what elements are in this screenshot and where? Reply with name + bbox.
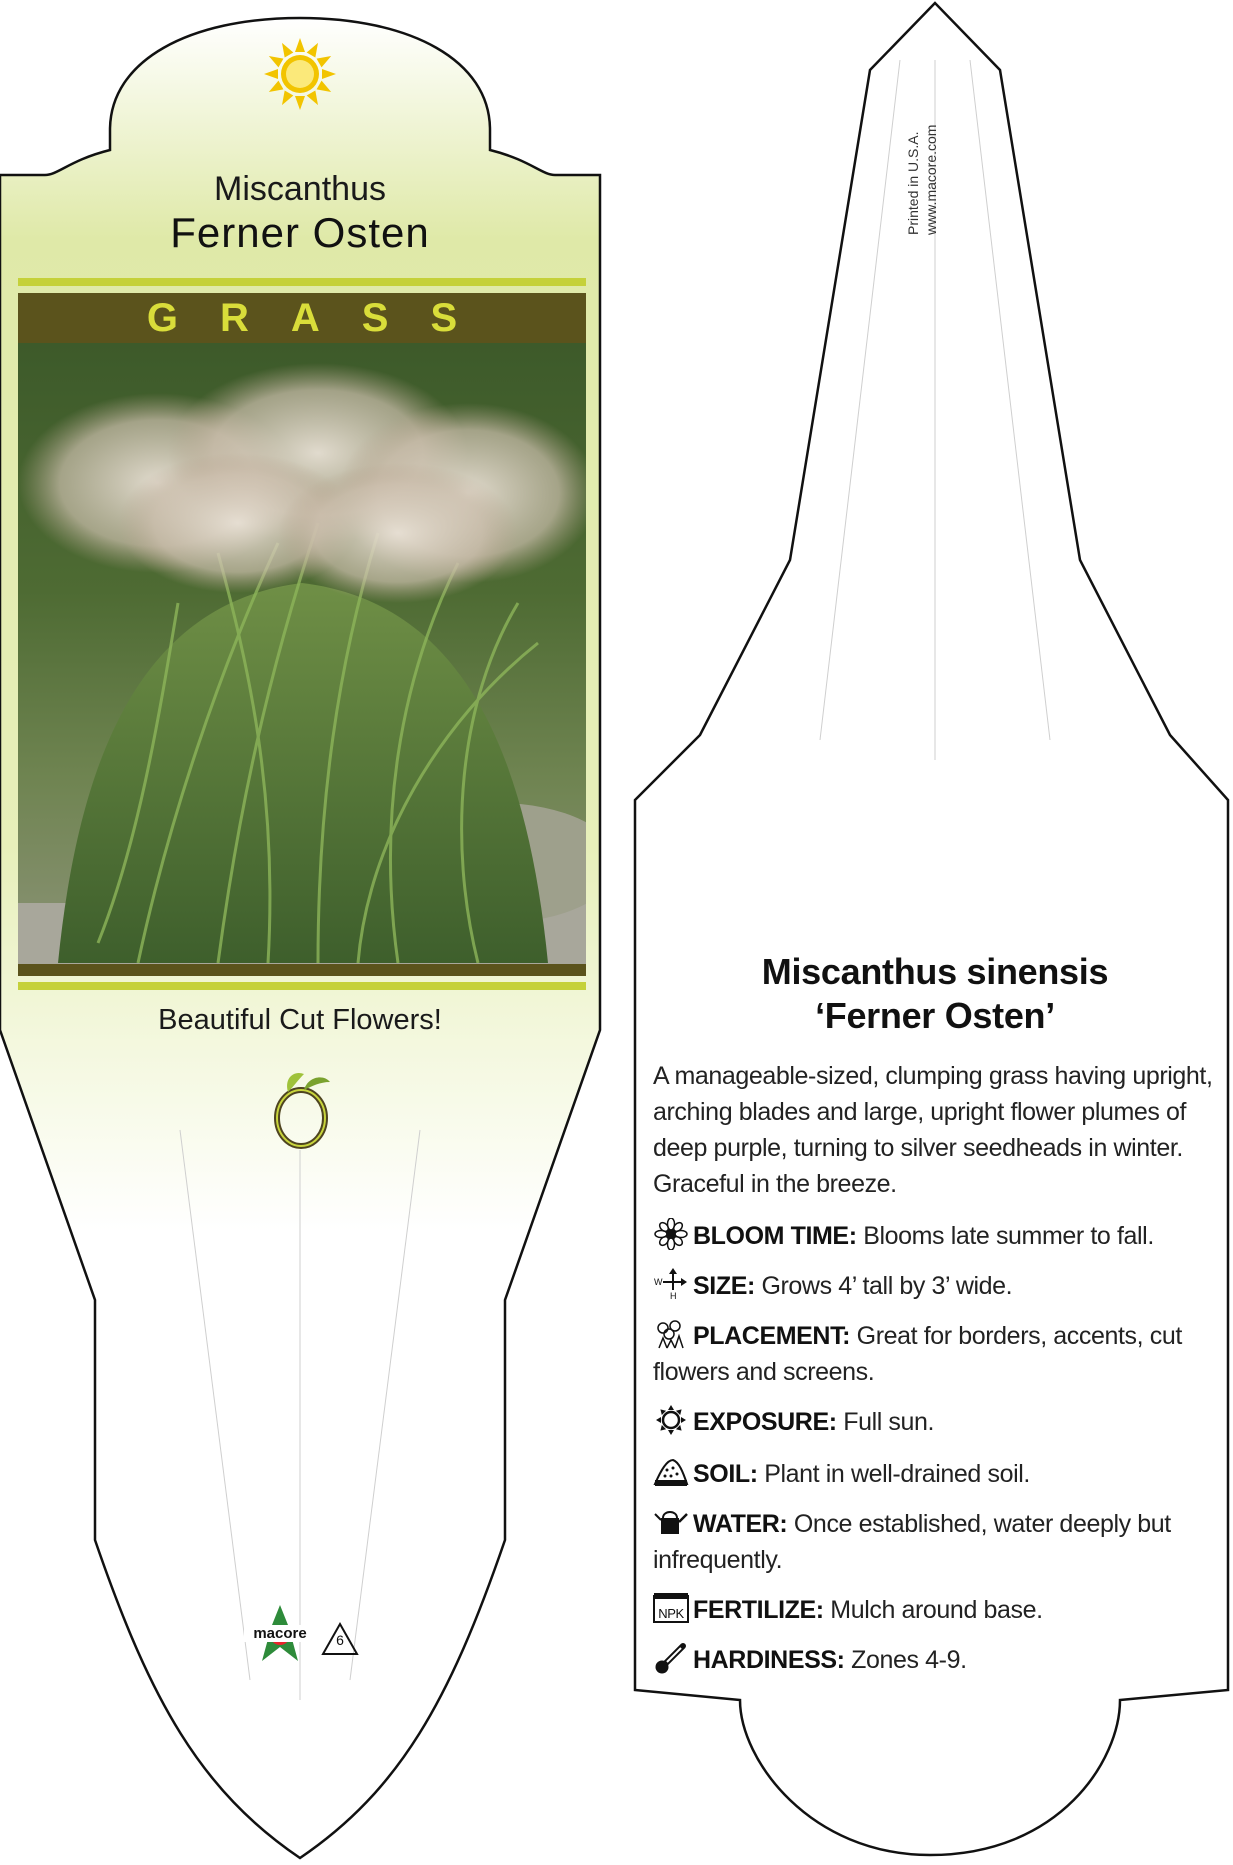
thermometer-icon: [653, 1642, 689, 1674]
npk-icon: [653, 1592, 689, 1624]
front-title-genus: Miscanthus: [214, 170, 386, 208]
sprout-logo-icon: [268, 1068, 334, 1150]
category-band: GRASS: [18, 293, 586, 343]
olive-divider-bottom: [18, 964, 586, 976]
back-title-cultivar: ‘Ferner Osten’: [815, 995, 1055, 1036]
printed-credit: [905, 95, 945, 245]
attr-hardiness: HARDINESS: Zones 4-9.: [653, 1642, 1213, 1678]
front-title-cultivar: Ferner Osten: [170, 209, 430, 256]
macore-logo-text: macore: [244, 1625, 316, 1642]
back-title-species: Miscanthus sinensis: [761, 951, 1109, 992]
back-title: [640, 950, 1230, 1038]
attr-bloom-time: BLOOM TIME: Blooms late summer to fall.: [653, 1218, 1213, 1254]
attr-fertilize: NPK FERTILIZE: Mulch around base.: [653, 1592, 1213, 1628]
printed-in-usa: Printed in U.S.A.: [905, 131, 921, 235]
sun-icon: [262, 36, 338, 112]
svg-text:H: H: [670, 1291, 677, 1300]
lime-divider-top: [18, 278, 586, 286]
attr-water: WATER: Once established, water deeply but infrequently.: [653, 1506, 1213, 1578]
svg-text:NPK: NPK: [658, 1606, 684, 1621]
tagline: Beautiful Cut Flowers!: [158, 1004, 442, 1036]
size-icon: [653, 1268, 689, 1300]
soil-icon: [653, 1456, 689, 1488]
svg-text:W: W: [654, 1277, 663, 1287]
website-url: www.macore.com: [923, 124, 939, 235]
placement-icon: [653, 1318, 689, 1350]
recycle-number: 6: [336, 1632, 344, 1648]
plant-photo: [18, 343, 586, 964]
lime-divider-bottom: [18, 982, 586, 990]
flower-icon: [653, 1218, 689, 1250]
watering-can-icon: [653, 1506, 689, 1538]
attr-exposure: EXPOSURE: Full sun.: [653, 1404, 1213, 1440]
attr-size: W H SIZE: Grows 4’ tall by 3’ wide.: [653, 1268, 1213, 1304]
attr-soil: SOIL: Plant in well-drained soil.: [653, 1456, 1213, 1492]
sun-icon: [653, 1404, 689, 1436]
plant-description: A manageable-sized, clumping grass having upright, arching blades and large, upright flower plumes of deep purple, turning to silver seedheads in winter. Graceful in the breeze.: [653, 1062, 1213, 1198]
attr-placement: PLACEMENT: Great for borders, accents, cut flowers and screens.: [653, 1318, 1213, 1390]
